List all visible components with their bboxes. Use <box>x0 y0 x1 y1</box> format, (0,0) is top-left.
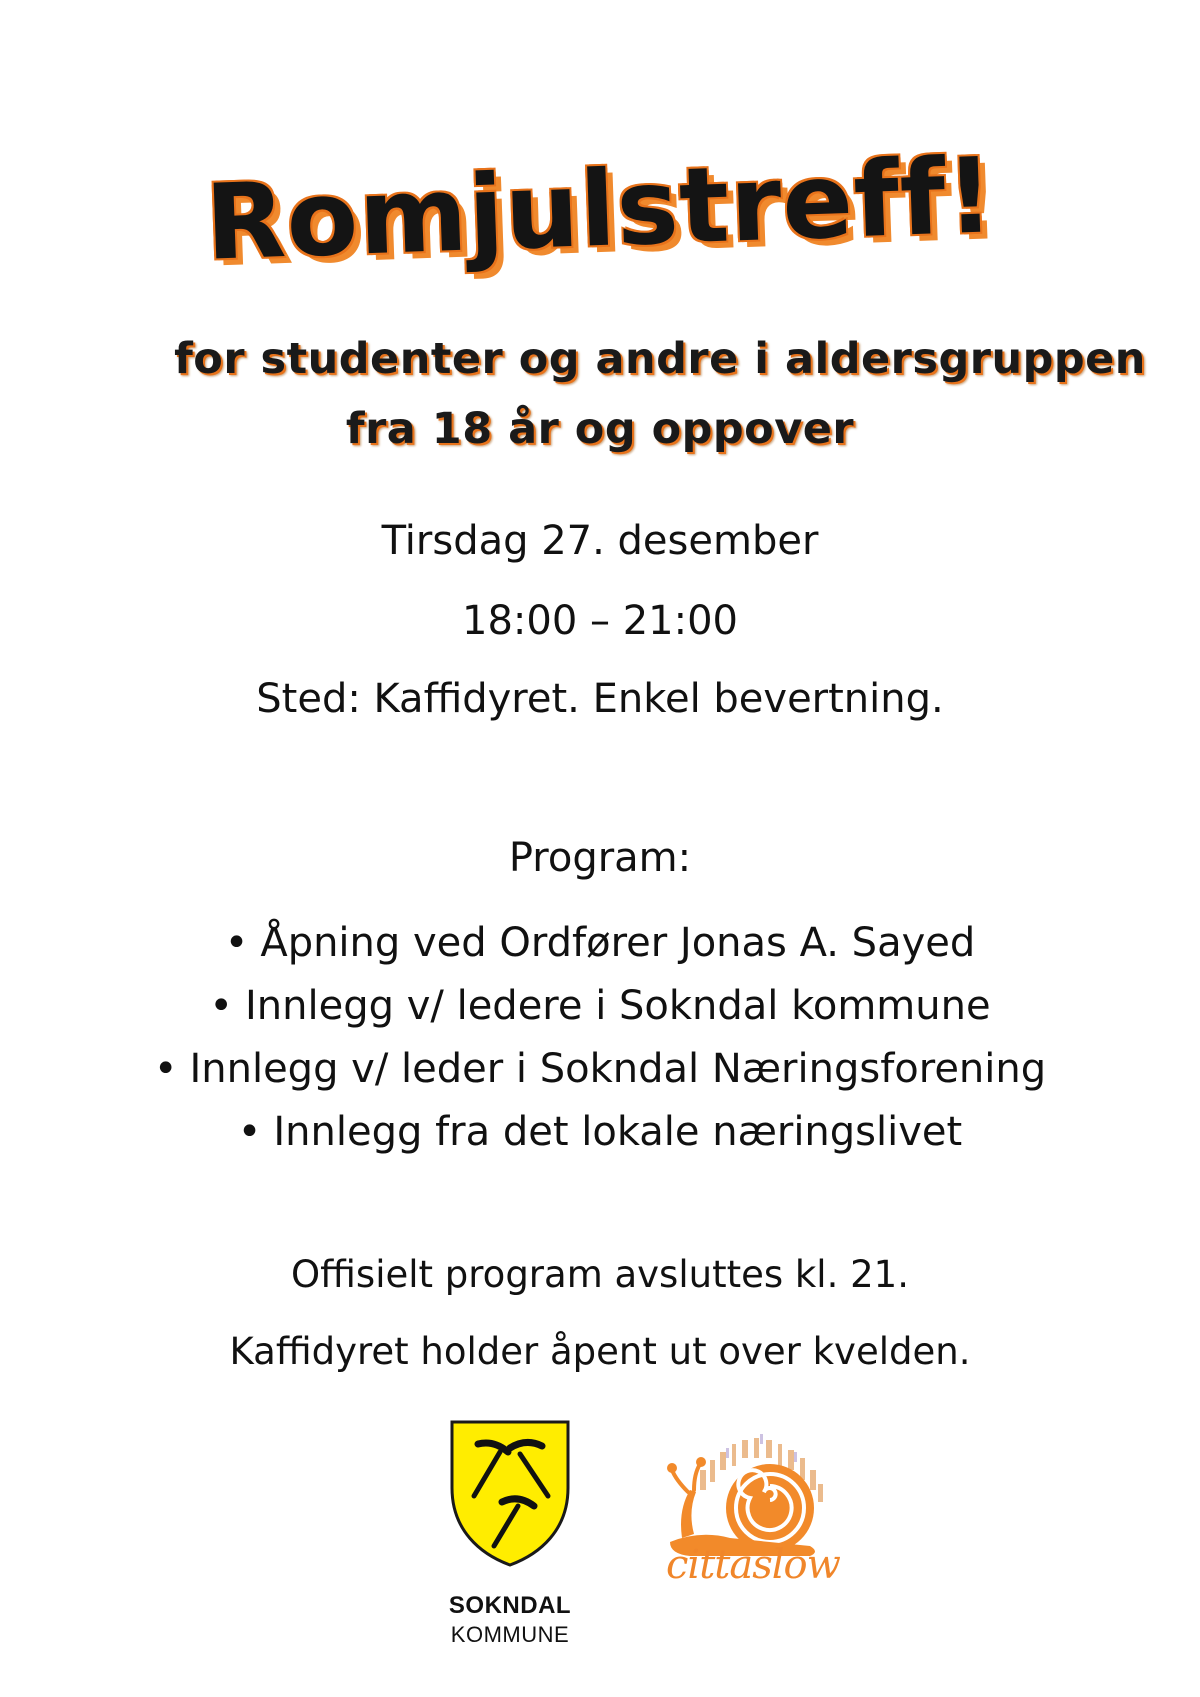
bullet-icon: • <box>153 1046 178 1092</box>
event-place: Sted: Kaffidyret. Enkel bevertning. <box>256 676 944 722</box>
sokndal-logo <box>430 1418 590 1648</box>
program-list <box>0 912 1200 1164</box>
bullet-icon: • <box>224 920 249 966</box>
program-heading: Program: <box>508 835 692 881</box>
snail-icon <box>660 1430 850 1560</box>
program-item <box>0 1038 1200 1101</box>
subtitle-line-2: fra 18 år og oppover <box>345 404 855 454</box>
sokndal-name: SOKNDAL <box>448 1592 572 1619</box>
coat-of-arms-hammers-icon <box>448 1418 572 1568</box>
event-time: 18:00 – 21:00 <box>462 598 738 644</box>
subtitle-line-1: for studenter og andre i aldersgruppen <box>174 334 1146 384</box>
program-item <box>0 912 1200 975</box>
event-date: Tirsdag 27. desember <box>381 518 819 564</box>
program-item <box>0 1101 1200 1164</box>
program-item <box>0 975 1200 1038</box>
program-item-text: Innlegg fra det lokale næringslivet <box>273 1109 963 1155</box>
program-item-text: Innlegg v/ ledere i Sokndal kommune <box>245 983 991 1029</box>
cittaslow-name: cittaslow <box>666 1542 840 1588</box>
program-item-text: Innlegg v/ leder i Sokndal Næringsforening <box>189 1046 1047 1092</box>
closing-line-2: Kaffidyret holder åpent ut over kvelden. <box>229 1330 971 1373</box>
sokndal-sub: KOMMUNE <box>450 1622 570 1647</box>
bullet-icon: • <box>209 983 233 1029</box>
bullet-icon: • <box>237 1109 262 1155</box>
cittaslow-logo <box>660 1430 850 1610</box>
closing-line-1: Offisielt program avsluttes kl. 21. <box>291 1253 909 1296</box>
program-item-text: Åpning ved Ordfører Jonas A. Sayed <box>260 920 976 966</box>
poster-title: Romjulstreff! <box>203 134 997 284</box>
